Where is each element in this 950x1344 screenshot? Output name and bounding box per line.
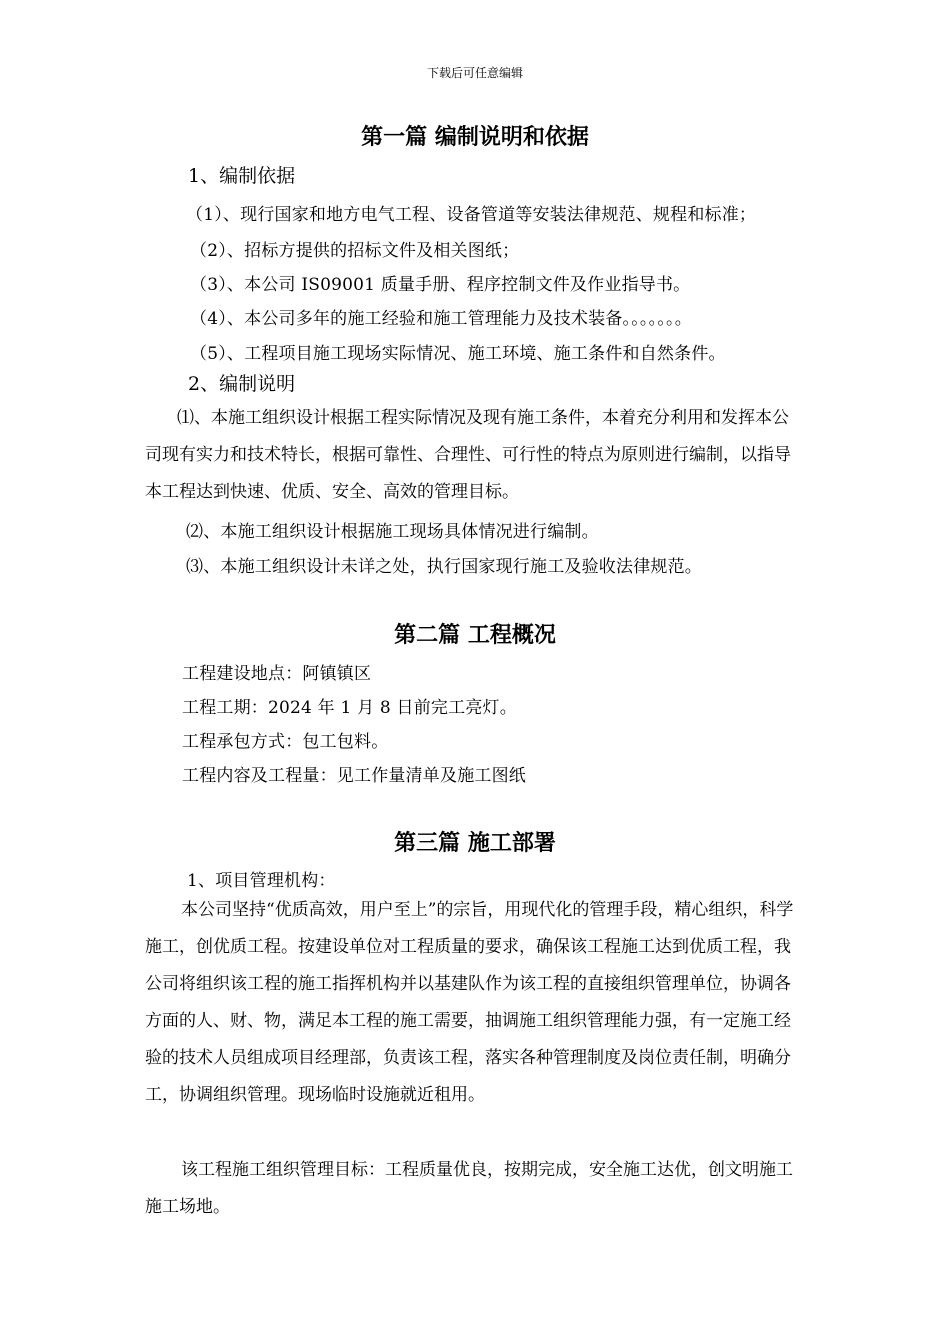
basis-item: （4）、本公司多年的施工经验和施工管理能力及技术装备。。。。。。。 [190, 309, 692, 329]
overview-line: 工程建设地点：阿镇镇区 [182, 664, 372, 684]
overview-line: 工程承包方式：包工包料。 [182, 732, 389, 752]
note-paragraph: ⑴、本施工组织设计根据工程实际情况及现有施工条件，本着充分利用和发挥本公司现有实力和技术特长，根据可靠性、合理性、可行性的特点为原则进行编制，以指导本工程达到快速、优质、安全、高效的管理目标。 [145, 408, 791, 502]
part3-section1-heading: 1、项目管理机构： [187, 871, 336, 891]
part2-title: 第二篇 工程概况 [394, 622, 556, 648]
basis-item: （2）、招标方提供的招标文件及相关图纸； [190, 241, 520, 261]
basis-item: （3）、本公司 IS09001 质量手册、程序控制文件及作业指导书。 [190, 275, 691, 295]
overview-line: 工程内容及工程量：见工作量清单及施工图纸 [182, 766, 526, 786]
part1-title: 第一篇 编制说明和依据 [361, 124, 589, 150]
page-header: 下载后可任意编辑 [426, 66, 523, 80]
part1-section1-heading: 1、编制依据 [188, 165, 296, 187]
overview-line: 工程工期：2024 年 1 月 8 日前完工亮灯。 [182, 698, 517, 718]
basis-item: （5）、工程项目施工现场实际情况、施工环境、施工条件和自然条件。 [190, 344, 726, 364]
part3-title: 第三篇 施工部署 [394, 830, 556, 856]
part1-section2-heading: 2、编制说明 [188, 373, 296, 395]
body-paragraph: 本公司坚持“优质高效，用户至上”的宗旨，用现代化的管理手段，精心组织，科学施工，创优质工程。按建设单位对工程质量的要求，确保该工程施工达到优质工程，我公司将组织该工程的施工指挥机构并以基建队作为该工程的直接组织管理单位，协调各方面的人、财、物，满足本工程的施工需要，抽调施工组织管理能力强，有一定施工经验的技术人员组成项目经理部，负责该工程，落实各种管理制度及岗位责任制，明确分工，协调组织管理。现场临时设施就近租用。 [145, 900, 794, 1105]
basis-item: （1）、现行国家和地方电气工程、设备管道等安装法律规范、规程和标准； [186, 205, 757, 225]
note-paragraph: ⑶、本施工组织设计未详之处，执行国家现行施工及验收法律规范。 [186, 557, 702, 577]
note-paragraph: ⑵、本施工组织设计根据施工现场具体情况进行编制。 [186, 522, 599, 542]
body-paragraph: 该工程施工组织管理目标：工程质量优良，按期完成，安全施工达优，创文明施工施工场地。 [145, 1160, 793, 1217]
